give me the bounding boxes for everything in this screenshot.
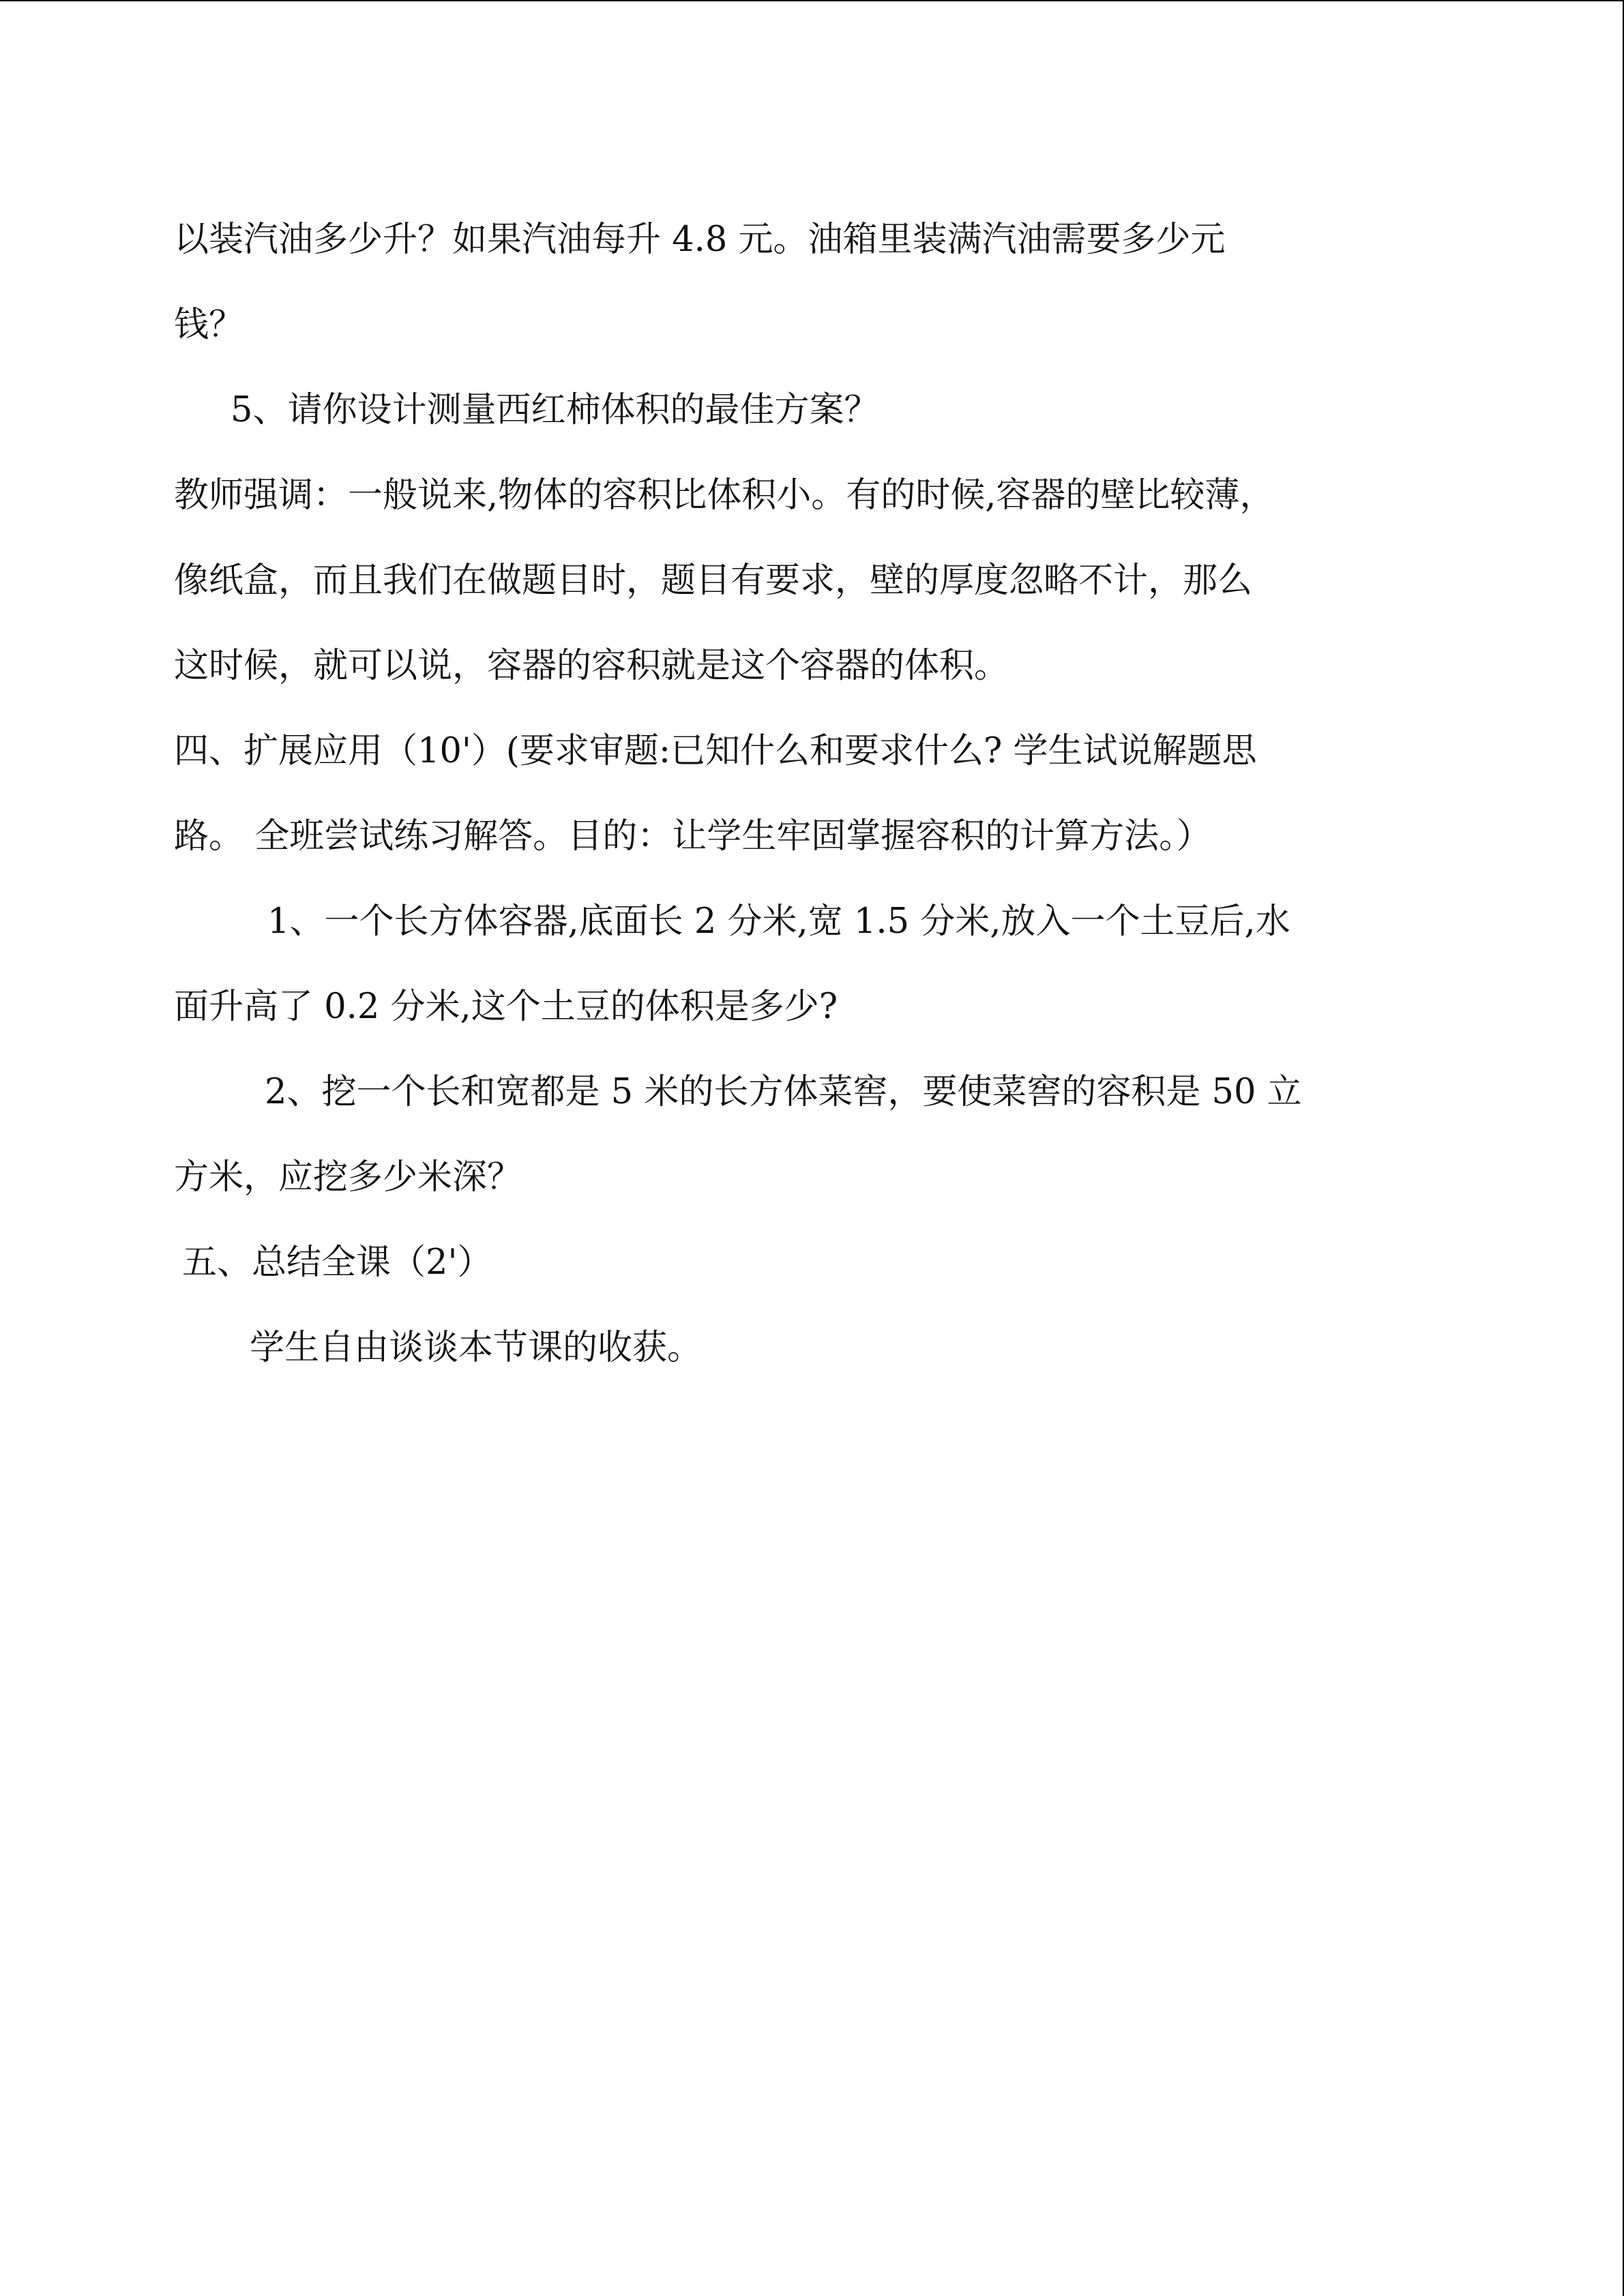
text-line-1: 以装汽油多少升？如果汽油每升 4.8 元。油箱里装满汽油需要多少元 <box>174 220 1226 260</box>
text-line-14: 学生自由谈谈本节课的收获。 <box>250 1328 703 1368</box>
text-line-8: 路。 全班尝试练习解答。目的：让学生牢固掌握容积的计算方法。） <box>174 816 1211 856</box>
text-line-11: 2、挖一个长和宽都是 5 米的长方体菜窖，要使菜窖的容积是 50 立 <box>265 1072 1302 1112</box>
section-heading-summary: 五、总结全课（2'） <box>182 1242 492 1283</box>
text-line-4: 教师强调：一般说来,物体的容积比体积小。有的时候,容器的壁比较薄， <box>174 475 1275 516</box>
text-line-3: 5、请你设计测量西红柿体积的最佳方案？ <box>231 390 879 430</box>
text-line-2: 钱？ <box>174 305 244 345</box>
text-line-10: 面升高了 0.2 分米,这个土豆的体积是多少? <box>174 987 838 1027</box>
text-line-7: 四、扩展应用（10'）(要求审题:已知什么和要求什么? 学生试说解题思 <box>174 731 1257 771</box>
text-line-9: 1、一个长方体容器,底面长 2 分米,宽 1.5 分米,放入一个土豆后,水 <box>267 901 1290 942</box>
text-line-6: 这时候，就可以说，容器的容积就是这个容器的体积。 <box>174 646 1009 686</box>
text-line-5: 像纸盒，而且我们在做题目时，题目有要求，壁的厚度忽略不计，那么 <box>174 561 1253 601</box>
text-line-12: 方米，应挖多少米深？ <box>174 1157 522 1197</box>
